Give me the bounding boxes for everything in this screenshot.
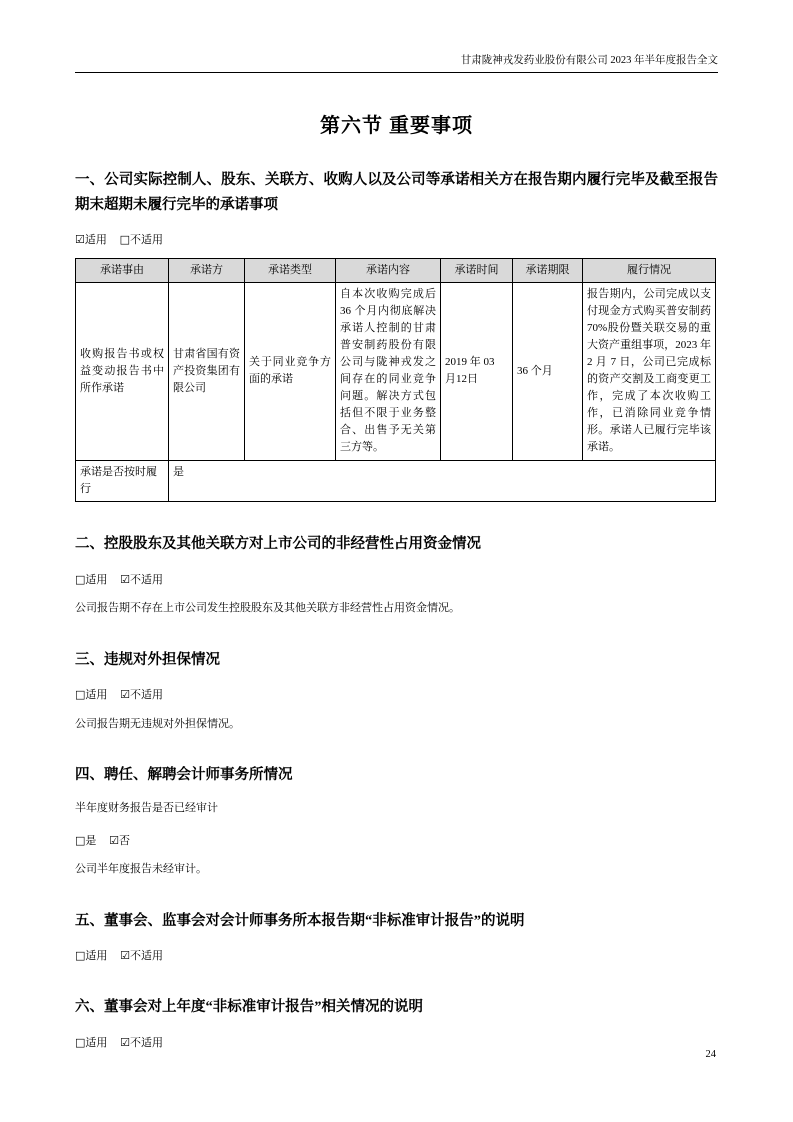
applicable-label: 适用 [85,573,108,586]
heading-nonstandard-audit-report-current: 五、董事会、监事会对会计师事务所本报告期“非标准审计报告”的说明 [75,912,525,929]
checkbox-checked-icon: ☑ [109,833,120,847]
col-header-performance: 履行情况 [583,258,716,282]
s5-applicability-line [75,948,718,965]
col-header-commitment-period: 承诺期限 [513,258,583,282]
s4-audit-answer-line [75,833,718,850]
applicable-option [75,574,107,586]
not-applicable-label: 不适用 [130,234,164,247]
s2-statement: 公司报告期不存在上市公司发生控股股东及其他关联方非经营性占用资金情况。 [75,602,460,615]
table-header-row [76,258,716,282]
not-applicable-option [120,574,163,586]
checkbox-checked-icon: ☑ [120,688,131,702]
cell-on-time-value: 是 [169,460,716,501]
cell-commitment-type: 关于同业竞争方面的承诺 [245,282,336,460]
heading-external-guarantees: 三、违规对外担保情况 [75,651,220,668]
not-applicable-option [120,234,163,246]
cell-performance: 报告期内，公司完成以支付现金方式购买普安制药 70%股份暨关联交易的重大资产重组事项，2023 年 2 月 7 日，公司已完成标的资产交割及工商变更工作，完成了本次收购工作，已消除同业竞争情形。承诺人已履行完毕该承诺。 [583,282,716,460]
col-header-promisor: 承诺方 [169,258,245,282]
checkbox-unchecked-icon: □ [75,572,86,586]
no-option [109,835,130,847]
not-applicable-label: 不适用 [130,573,164,586]
not-applicable-option [120,689,163,701]
applicable-label: 适用 [85,1036,108,1049]
table-row [76,282,716,460]
applicable-label: 适用 [84,234,107,247]
page-title: 第六节 重要事项 [320,115,473,137]
yes-label: 是 [85,834,97,847]
s2-applicability-line [75,572,718,589]
not-applicable-label: 不适用 [130,1036,164,1049]
applicable-option [75,689,107,701]
cell-promisor: 甘肃省国有资产投资集团有限公司 [169,282,245,460]
checkbox-checked-icon: ☑ [120,1035,131,1049]
report-header [75,54,718,73]
cell-on-time-label: 承诺是否按时履行 [76,460,169,501]
cell-commitment-time: 2019 年 03 月12日 [441,282,513,460]
table-footer-row [76,460,716,501]
heading-accounting-firm: 四、聘任、解聘会计师事务所情况 [75,767,293,784]
s3-statement: 公司报告期无违规对外担保情况。 [75,717,240,730]
col-header-commitment-type: 承诺类型 [245,258,336,282]
yes-option [75,835,96,847]
s4-statement: 公司半年度报告未经审计。 [75,863,207,876]
commitments-table [75,258,716,502]
cell-commitment-content: 自本次收购完成后 36 个月内彻底解决承诺人控制的甘肃普安制药股份有限公司与陇神戎发之间存在的同业竞争问题。解决方式包括但不限于业务整合、出售予无关第三方等。 [336,282,441,460]
checkbox-unchecked-icon: □ [75,833,86,847]
checkbox-checked-icon: ☑ [120,572,131,586]
heading-non-operating-fund-occupation: 二、控股股东及其他关联方对上市公司的非经营性占用资金情况 [75,535,481,552]
page-number: 24 [705,1049,716,1060]
checkbox-unchecked-icon: □ [75,688,86,702]
checkbox-checked-icon: ☑ [120,949,131,963]
s4-audit-question: 半年度财务报告是否已经审计 [75,802,218,815]
checkbox-unchecked-icon: □ [119,233,131,247]
checkbox-checked-icon: ☑ [75,233,85,247]
report-header-text: 甘肃陇神戎发药业股份有限公司 2023 年半年度报告全文 [460,55,718,66]
checkbox-unchecked-icon: □ [75,949,86,963]
not-applicable-label: 不适用 [130,950,164,963]
cell-commitment-cause: 收购报告书或权益变动报告书中所作承诺 [76,282,169,460]
applicable-option [75,1037,107,1049]
cell-commitment-period: 36 个月 [513,282,583,460]
not-applicable-label: 不适用 [130,689,164,702]
applicable-option [75,950,107,962]
s3-applicability-line [75,687,718,704]
checkbox-unchecked-icon: □ [75,1035,86,1049]
s6-applicability-line [75,1035,718,1052]
applicable-label: 适用 [85,689,108,702]
applicable-label: 适用 [85,950,108,963]
no-label: 否 [119,834,131,847]
commitments-applicability-line [75,232,718,249]
heading-commitments: 一、公司实际控制人、股东、关联方、收购人以及公司等承诺相关方在报告期内履行完毕及截至报告期末超期未履行完毕的承诺事项 [75,172,718,213]
not-applicable-option [120,950,163,962]
col-header-commitment-cause: 承诺事由 [76,258,169,282]
col-header-commitment-content: 承诺内容 [336,258,441,282]
col-header-commitment-time: 承诺时间 [441,258,513,282]
applicable-option [75,234,107,246]
heading-nonstandard-audit-report-prior-year: 六、董事会对上年度“非标准审计报告”相关情况的说明 [75,998,423,1015]
not-applicable-option [120,1037,163,1049]
